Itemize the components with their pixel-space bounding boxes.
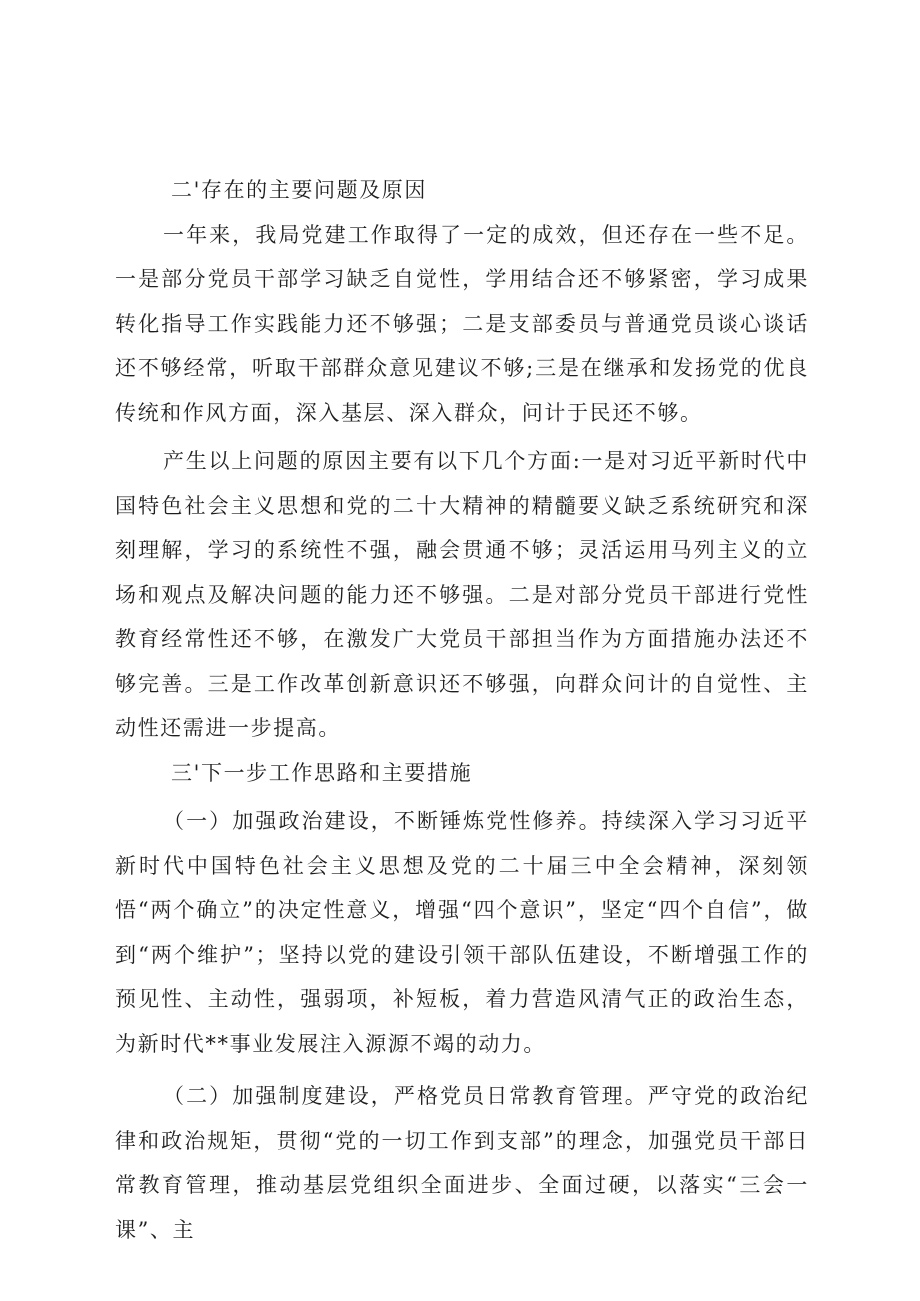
causes-paragraph: 产生以上问题的原因主要有以下几个方面:一是对习近平新时代中国特色社会主义思想和党的二十大精神的精髓要义缺乏系统研究和深刻理解，学习的系统性不强，融会贯通不够；灵活运用马列主义的立场和观点及解决问题的能力还不够强。二是对部分党员干部进行党性教育经常性还不够，在激发广大党员干部担当作为方面措施办法还不够完善。三是工作改革创新意识还不够强，向群众问计的自觉性、主动性还需进一步提高。 (115, 449, 809, 740)
political-building-paragraph: （一）加强政治建设，不断锤炼党性修养。持续深入学习习近平新时代中国特色社会主义思想及党的二十届三中全会精神，深刻领悟“两个确立”的决定性意义，增强“四个意识”，坚定“四个自信”，做到“两个维护”；坚持以党的建设引领干部队伍建设，不断增强工作的预见性、主动性，强弱项，补短板，着力营造风清气正的政治生态，为新时代**事业发展注入源源不竭的动力。 (115, 809, 809, 1056)
document-body (115, 168, 809, 1252)
paragraph-gap (115, 1066, 809, 1074)
system-building-paragraph: （二）加强制度建设，严格党员日常教育管理。严守党的政治纪律和政治规矩，贯彻“党的一切工作到支部”的理念，加强党员干部日常教育管理，推动基层党组织全面进步、全面过硬，以落实“三会一课”、主 (115, 1084, 809, 1242)
section-three-heading: 三'下一步工作思路和主要措施 (171, 760, 473, 785)
problems-paragraph: 一年来，我局党建工作取得了一定的成效，但还存在一些不足。一是部分党员干部学习缺乏自觉性，学用结合还不够紧密，学习成果转化指导工作实践能力还不够强；二是支部委员与普通党员谈心谈话还不够经常，听取干部群众意见建议不够;三是在继承和发扬党的优良传统和作风方面，深入基层、深入群众，问计于民还不够。 (115, 222, 809, 425)
section-two-heading: 二'存在的主要问题及原因 (171, 178, 427, 202)
